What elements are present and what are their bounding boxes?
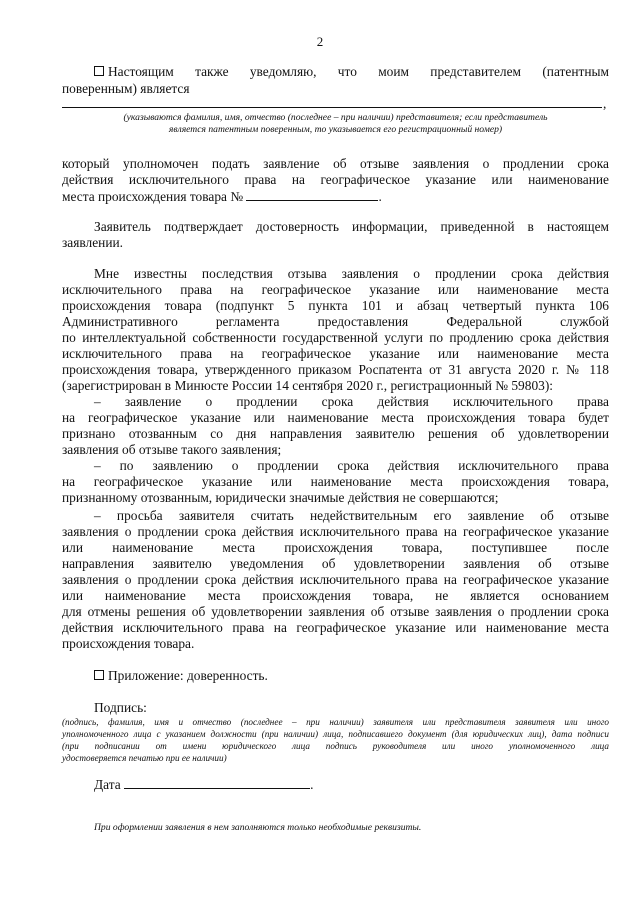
item-2-line: – по заявлению о продлении срока действия исключительного права [94,458,609,473]
signature-label: Подпись: [94,700,147,715]
consequences-line: Мне известны последствия отзыва заявления о продлении срока действия [94,266,609,281]
representative-comma: , [603,96,607,111]
authorized-line-3: места происхождения товара № . [62,189,382,204]
authorized-line-2: действия исключительного права на географическое указание или наименование [62,172,609,187]
signature-note-line: удостоверяется печатью при ее наличии) [62,753,227,763]
item-3-line: или наименование места происхождения товара, поступившее после [62,540,609,555]
confirm-line-1: Заявитель подтверждает достоверность информации, приведенной в настоящем [94,219,609,234]
page-number: 2 [316,34,324,49]
consequences-line: (зарегистрирован в Минюсте России 14 сентября 2020 г., регистрационный № 59803): [62,378,554,393]
representative-fill-line[interactable] [62,107,602,108]
item-3-line: для отмены решения об удовлетворении заявления об отзыве заявления о продлении срока [62,604,609,619]
item-3-line: – просьба заявителя считать недействительным его заявление об отзыве [94,508,609,523]
attachment-label: Приложение: доверенность. [108,668,268,683]
consequences-line: происхождения товара (подпункт 5 пункта 101 и абзац четвертый пункта 106 [62,298,609,313]
item-3-line: происхождения товара. [62,636,195,651]
representative-checkbox[interactable] [94,66,104,76]
signature-note-line: уполномоченного лица с указанием должности (при наличии) лица, подписавшего документ (для юридических лиц), дата подписи [62,729,609,739]
item-1-line: признано отозванным со дня направления заявителю решения об удовлетворении [62,426,609,441]
confirm-line-2: заявлении. [62,235,124,250]
item-3-line: или наименование места происхождения товара, не является основанием [62,588,609,603]
representative-note-1: (указываются фамилия, имя, отчество (последнее – при наличии) представителя; если представитель [123,112,548,123]
footer-note: При оформлении заявления в нем заполняются только необходимые реквизиты. [94,822,422,833]
consequences-line: происхождения товара, утвержденного приказом Роспатента от 31 августа 2020 г. № 118 [62,362,609,377]
attachment-checkbox[interactable] [94,670,104,680]
consequences-line: Административного регламента предоставления Федеральной службой [62,314,609,329]
item-1-line: заявления об отзыве такого заявления; [62,442,282,457]
item-3-line: заявления о продлении срока действия исключительного права на географическое указание [62,524,609,539]
item-2-line: на географическое указание или наименование места происхождения товара, [62,474,609,489]
authorized-line-1: который уполномочен подать заявление об отзыве заявления о продлении срока [62,156,609,171]
consequences-line: исключительного права на географическое указание или наименование места [62,282,609,297]
representative-line-2: поверенным) является [62,81,190,96]
consequences-line: исключительного права на географическое указание или наименование места [62,346,609,361]
item-1-line: на географическое указание или наименование места происхождения товара будет [62,410,609,425]
item-3-line: заявления о продлении срока действия исключительного права на географическое указание [62,572,609,587]
signature-note-line: (подпись, фамилия, имя и отчество (последнее – при наличии) заявителя или представителя заявителя или иного [62,717,609,727]
representative-note-2: является патентным поверенным, то указывается его регистрационный номер) [168,124,503,135]
item-2-line: признанному отозванным, юридически значимые действия не совершаются; [62,490,499,505]
attachment-line [94,668,609,684]
goods-number-field[interactable] [246,188,378,201]
date-row: Дата . [94,777,314,792]
item-3-line: действия исключительного права на географическое указание или наименование места [62,620,609,635]
item-1-line: – заявление о продлении срока действия исключительного права [94,394,609,409]
signature-note-line: (при подписании от имени юридического лица подпись руководителя или иного уполномоченного лица [62,741,609,751]
date-field[interactable] [124,776,310,789]
consequences-line: по интеллектуальной собственности государственной услуги по продлению срока действия [62,330,609,345]
item-3-line: направления заявителю уведомления об удовлетворении заявления об отзыве [62,556,609,571]
representative-line-1: Настоящим также уведомляю, что моим представителем (патентным [94,64,609,80]
date-label: Дата [94,777,121,792]
